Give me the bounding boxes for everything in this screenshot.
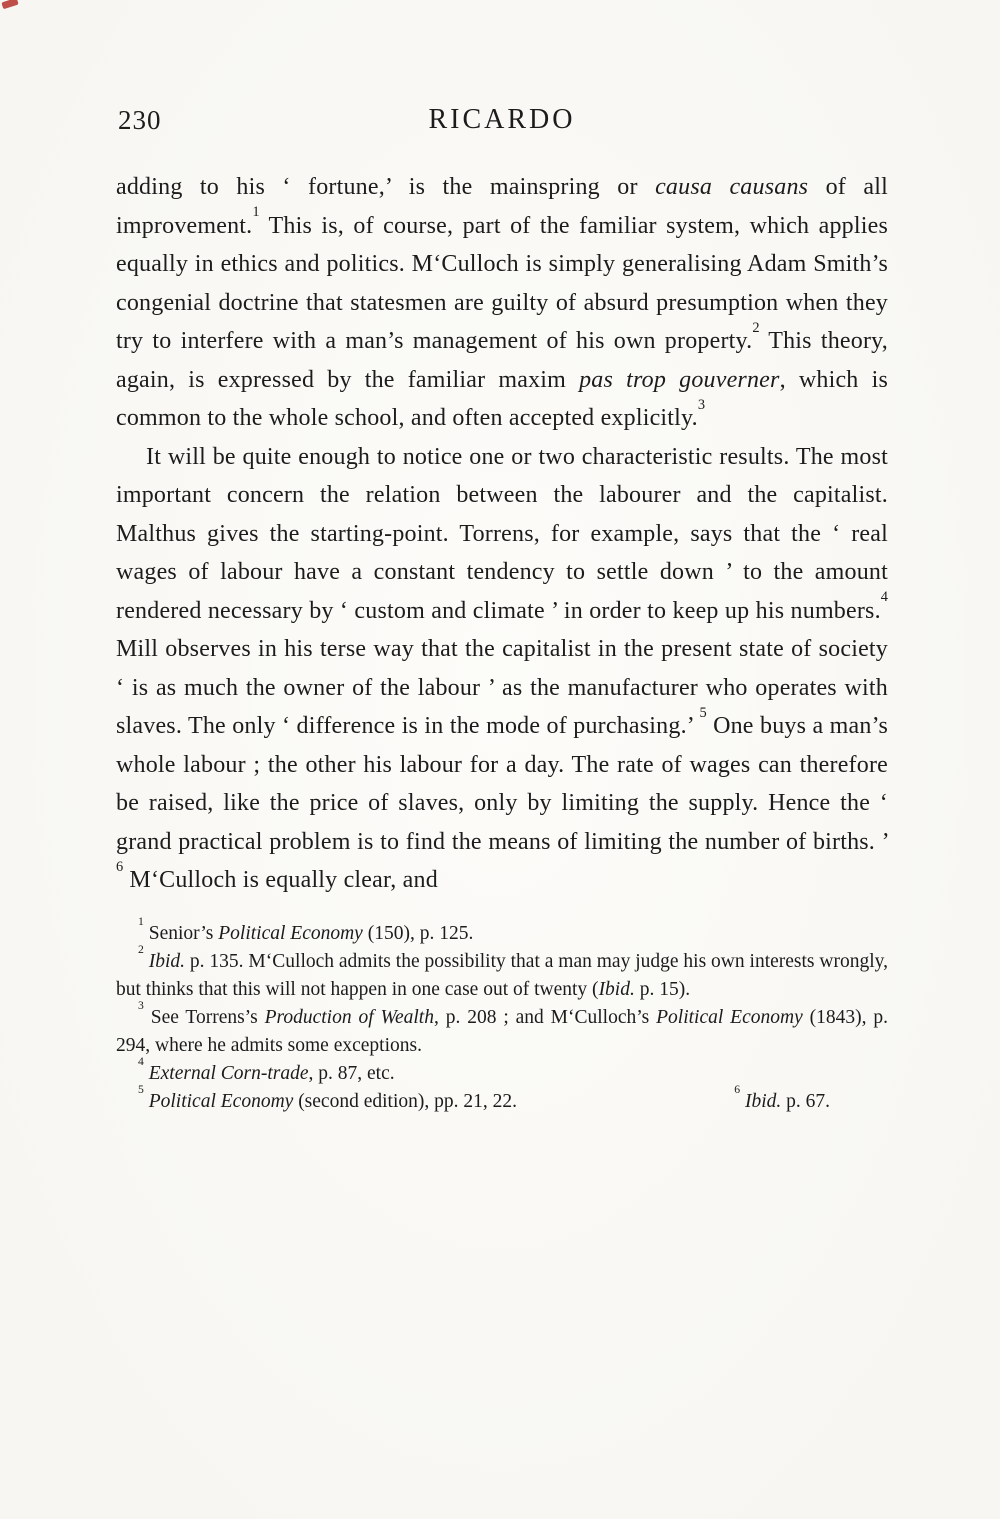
text-run: One buys a man’s whole labour ; the other his labour for a day. The rate of wages can therefore be raised, like the price of slaves, only by limiting the supply. Hence the ‘ grand practical problem is to find the means of limiting the number of births. ’ <box>116 713 888 855</box>
body-text <box>116 168 888 900</box>
footnote-4 <box>116 1055 888 1088</box>
page-number: 230 <box>118 105 162 135</box>
footnote-1 <box>116 915 888 948</box>
text-run: Senior’s <box>143 922 219 944</box>
page-header <box>116 100 888 136</box>
footnote-2 <box>116 943 888 1004</box>
italic-run: Political Economy <box>218 922 363 944</box>
paragraph-2 <box>116 438 888 900</box>
text-run: p. 67. <box>781 1090 830 1112</box>
text-run: , which is common to the whole school, and often accepted explicitly. <box>116 366 888 431</box>
italic-run: Ibid. <box>744 1090 782 1112</box>
text-run: See Torrens’s <box>143 1006 265 1028</box>
footnote-marker: 2 <box>138 943 144 957</box>
italic-run: Ibid. <box>598 978 635 1000</box>
italic-run: Political Economy <box>656 1006 803 1028</box>
italic-run: Production of Wealth <box>264 1006 434 1028</box>
text-run: , p. 208 ; and M‘Culloch’s <box>433 1006 657 1028</box>
italic-run: causa causans <box>655 174 809 200</box>
footnote-marker: 5 <box>699 704 707 721</box>
text-run: adding to his ‘ fortune,’ is the mainspring or <box>116 174 656 200</box>
footnote-6 <box>734 1083 830 1116</box>
text-run: This is, of course, part of the familiar system, which applies equally in ethics and politics. M‘Culloch is simply generalising Adam Smith’s congenial doctrine that statesmen are guilty of absurd presumption when they try to interfere with a man’s management of his own property. <box>116 212 888 354</box>
text-run: , p. 87, etc. <box>308 1062 395 1084</box>
text-run: of all improvement. <box>116 174 888 239</box>
footnote-marker: 6 <box>734 1083 741 1097</box>
footnote-marker: 1 <box>138 915 144 929</box>
text-run: (150), p. 125. <box>362 922 474 944</box>
footnote-marker: 3 <box>138 999 144 1013</box>
paragraph-1 <box>116 168 888 438</box>
text-run: M‘Culloch is equally clear, and <box>123 867 438 893</box>
footnote-marker: 5 <box>138 1083 144 1097</box>
footnote-marker: 4 <box>138 1055 144 1069</box>
footnote-row <box>116 1083 888 1116</box>
text-run: p. 15). <box>634 978 691 1000</box>
footnote-marker: 4 <box>880 589 888 606</box>
text-run: p. 135. M‘Culloch admits the possibility that a man may judge his own interests wrongly, but thinks that this will not happen in one case out of twenty ( <box>116 950 888 1000</box>
running-title: RICARDO <box>428 104 576 135</box>
footnote-marker: 1 <box>252 204 260 221</box>
footnote-5 <box>116 1083 517 1116</box>
text-run: Mill observes in his terse way that the capitalist in the present state of society ‘ is as much the owner of the labour ’ as the manufacturer who operates with slaves. The only ‘ difference is in the mode of purchasing.’ <box>116 636 888 739</box>
italic-run: External Corn-trade <box>148 1062 309 1084</box>
footnote-3 <box>116 999 888 1060</box>
italic-run: Political Economy <box>148 1090 294 1112</box>
footnote-marker: 3 <box>697 396 706 413</box>
scan-artifact-mark <box>1 0 18 9</box>
footnotes-section <box>116 915 888 1116</box>
italic-run: Ibid. <box>148 950 186 972</box>
italic-run: pas trop gouverner <box>579 366 780 393</box>
text-run: This theory, again, is expressed by the familiar maxim <box>116 328 888 393</box>
footnote-marker: 6 <box>116 858 124 875</box>
text-run: It will be quite enough to notice one or two characteristic results. The most important concern the relation between the labourer and the capitalist. Malthus gives the starting-point. Torrens, for example, says that the ‘ real wages of labour have a constant tendency to settle down ’ to the amount rendered necessary by ‘ custom and climate ’ in order to keep up his numbers. <box>116 443 888 624</box>
text-run: (1843), p. 294, where he admits some exceptions. <box>116 1006 888 1056</box>
text-run: (second edition), pp. 21, 22. <box>293 1090 517 1112</box>
footnote-marker: 2 <box>752 319 760 336</box>
